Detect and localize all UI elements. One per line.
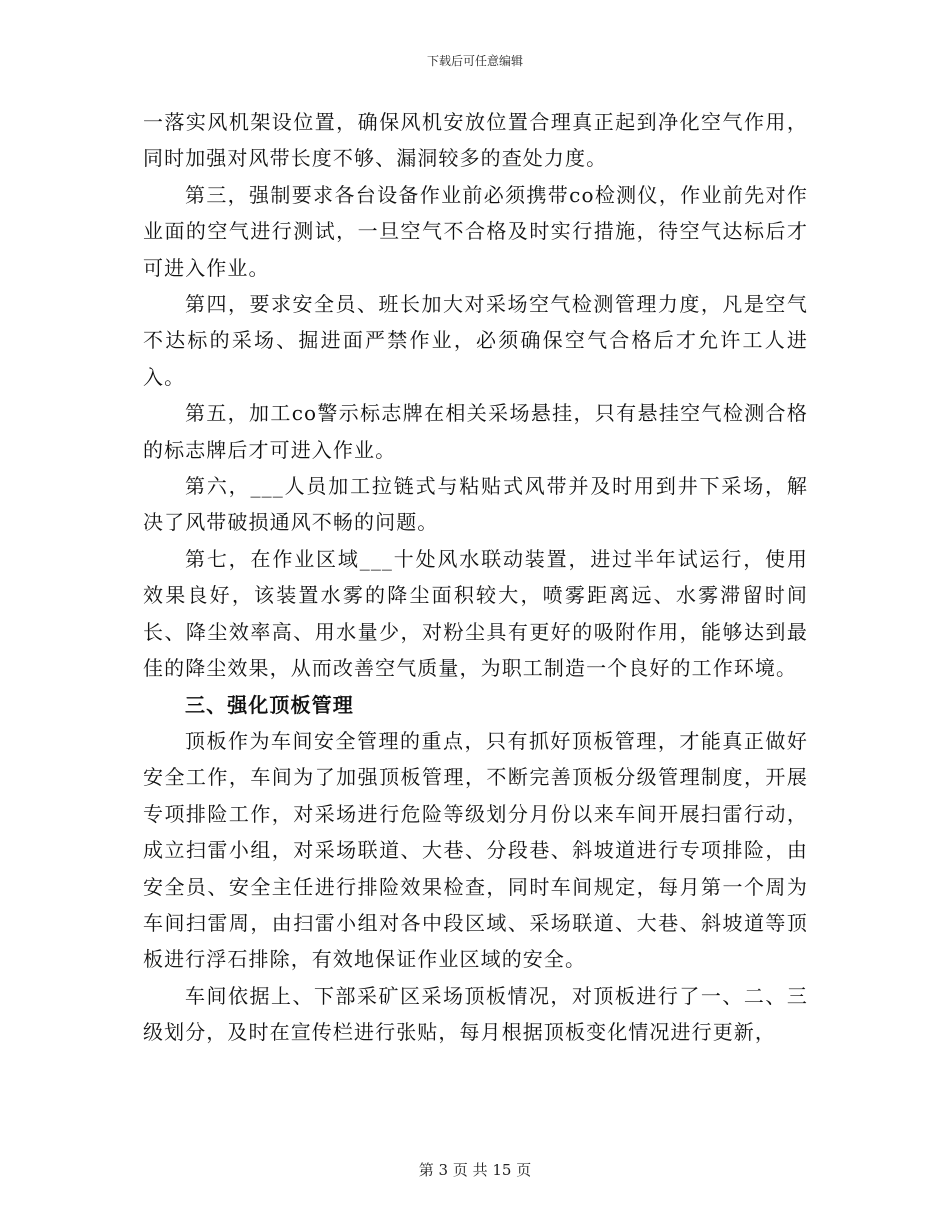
paragraph-roof-classification: 车间依据上、下部采矿区采场顶板情况，对顶板进行了一、二、三级划分，及时在宣传栏进行张贴，每月根据顶板变化情况进行更新，: [143, 983, 808, 1045]
paragraph-item-6: 第六，___人员加工拉链式与粘贴式风带并及时用到井下采场，解决了风带破损通风不畅的问题。: [143, 474, 808, 535]
paragraph-item-3: 第三，强制要求各台设备作业前必须携带co检测仪，作业前先对作业面的空气进行测试，一旦空气不合格及时实行措施，待空气达标后才可进入作业。: [143, 182, 808, 280]
page-footer: 第 3 页 共 15 页: [418, 1161, 532, 1179]
section-heading: 三、强化顶板管理: [185, 692, 354, 717]
paragraph-continuation: 一落实风机架设位置，确保风机安放位置合理真正起到净化空气作用，同时加强对风带长度不够、漏洞较多的查处力度。: [143, 110, 808, 171]
page-header: 下载后可任意编辑: [426, 54, 523, 68]
document-body: [143, 104, 808, 1051]
paragraph-item-5: 第五，加工co警示标志牌在相关采场悬挂，只有悬挂空气检测合格的标志牌后才可进入作业。: [143, 401, 808, 462]
paragraph-roof-management: 顶板作为车间安全管理的重点，只有抓好顶板管理，才能真正做好安全工作，车间为了加强顶板管理，不断完善顶板分级管理制度，开展专项排险工作，对采场进行危险等级划分月份以来车间开展扫雷行动，成立扫雷小组，对采场联道、大巷、分段巷、斜坡道进行专项排险，由安全员、安全主任进行排险效果检查，同时车间规定，每月第一个周为车间扫雷周，由扫雷小组对各中段区域、采场联道、大巷、斜坡道等顶板进行浮石排除，有效地保证作业区域的安全。: [143, 728, 808, 972]
paragraph-item-4: 第四，要求安全员、班长加大对采场空气检测管理力度，凡是空气不达标的采场、掘进面严禁作业，必须确保空气合格后才允许工人进入。: [143, 292, 808, 389]
paragraph-item-7: 第七，在作业区域___十处风水联动装置，进过半年试运行，使用效果良好，该装置水雾的降尘面积较大，喷雾距离远、水雾滞留时间长、降尘效率高、用水量少，对粉尘具有更好的吸附作用，能够达到最佳的降尘效果，从而改善空气质量，为职工制造一个良好的工作环境。: [143, 546, 808, 681]
